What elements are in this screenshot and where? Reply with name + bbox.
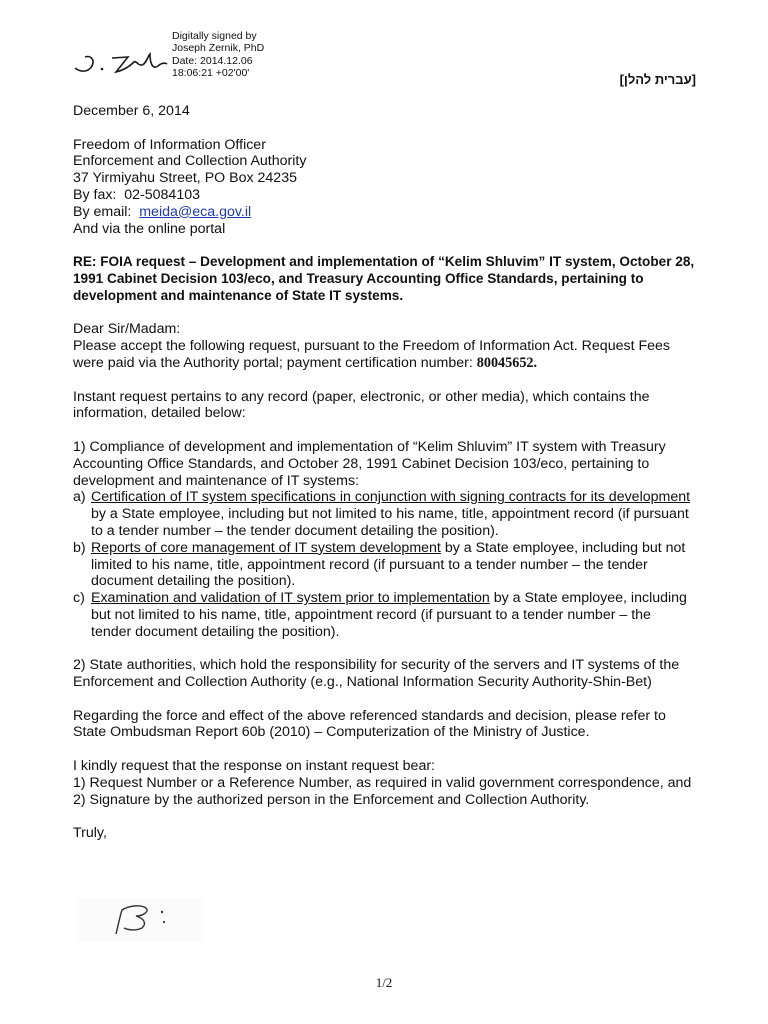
sub-item-text <box>91 590 695 640</box>
digital-signature-line: Digitally signed by <box>172 30 257 42</box>
salutation: Dear Sir/Madam: <box>73 321 181 338</box>
certification-number: 80045652. <box>476 354 538 371</box>
closing: Truly, <box>73 825 107 842</box>
request-item-1: 1) Request Number or a Reference Number, as required in valid government correspondence, and <box>73 774 692 791</box>
intro-paragraph <box>73 338 695 372</box>
sub-item-list <box>73 489 695 640</box>
handwritten-signature-top <box>72 42 168 82</box>
letter-body <box>73 103 695 842</box>
regarding-paragraph: Regarding the force and effect of the above referenced standards and decision, please refer to State Ombudsman Report 60b (2010) – Computerization of the Ministry of Justice. <box>73 707 666 741</box>
digital-signature-block <box>172 30 264 80</box>
sub-item-label: b) <box>73 539 86 556</box>
digital-signature-signer: Joseph Zernik, PhD <box>172 42 265 55</box>
recipient-address: 37 Yirmiyahu Street, PO Box 24235 <box>73 170 297 187</box>
fax-label: By fax: <box>73 186 125 203</box>
sub-item-label: c) <box>73 590 85 607</box>
letter-date: December 6, 2014 <box>73 103 190 119</box>
page-number: 1/2 <box>375 975 393 990</box>
item-2: 2) State authorities, which hold the responsibility for security of the servers and IT systems of the Enforcement and Collection Authority (e.g., National Information Security Authority-Shin-Bet) <box>73 657 680 691</box>
sub-item-rest: by a State employee, including but not limited to his name, title, appointment record (if pursuant to a tender number – the tender document detailing the position). <box>91 539 686 590</box>
sub-item-c <box>73 590 695 640</box>
recipient-organization: Enforcement and Collection Authority <box>73 153 307 170</box>
request-item-2: 2) Signature by the authorized person in the Enforcement and Collection Authority. <box>73 791 590 808</box>
sub-item-b <box>73 540 695 590</box>
email-label: By email: <box>73 203 140 220</box>
sub-item-text <box>91 540 695 590</box>
email-link[interactable]: meida@eca.gov.il <box>139 203 252 220</box>
scope-paragraph: Instant request pertains to any record (paper, electronic, or other media), which contains the information, detailed below: <box>73 388 650 422</box>
item-1: 1) Compliance of development and implementation of “Kelim Shluvim” IT system with Treasury Accounting Office Standards, and October 28, 1991 Cabinet Decision 103/eco, pertaining to development and maintenance of IT systems: <box>73 438 666 489</box>
recipient-email <box>73 204 695 221</box>
intro-text: Please accept the following request, pursuant to the Freedom of Information Act. Request Fees were paid via the Authority portal; payment certification number: <box>73 338 670 371</box>
sub-item-rest: by a State employee, including but not limited to his name, title, appointment record (if pursuant to a tender number – the tender document detailing the position). <box>91 590 687 640</box>
request-intro: I kindly request that the response on instant request bear: <box>73 758 436 775</box>
sub-item-rest: by a State employee, including but not limited to his name, title, appointment record (if pursuant to a tender number – the tender document detailing the position). <box>91 506 689 539</box>
recipient-fax <box>73 187 695 204</box>
subject-line: RE: FOIA request – Development and implementation of “Kelim Shluvim” IT system, October 28, 1991 Cabinet Decision 103/eco, and Treasury Accounting Office Standards, pertaining to development and maintenance of State IT systems. <box>73 254 695 303</box>
sub-item-text <box>91 489 695 539</box>
sub-item-a <box>73 489 695 539</box>
sub-item-underlined: Certification of IT system specifications in conjunction with signing contracts for its development <box>91 489 691 506</box>
digital-signature-date: Date: 2014.12.06 <box>172 54 253 67</box>
sub-item-underlined: Examination and validation of IT system prior to implementation <box>91 590 490 607</box>
sub-item-label: a) <box>73 489 86 506</box>
handwritten-signature-bottom <box>76 898 204 942</box>
digital-signature-time: 18:06:21 +02'00' <box>172 67 250 80</box>
recipient-portal: And via the online portal <box>73 220 226 237</box>
fax-number: 02-5084103 <box>124 186 200 203</box>
hebrew-version-note: [עברית להלן] <box>619 72 696 87</box>
recipient-title: Freedom of Information Officer <box>73 136 266 153</box>
sub-item-underlined: Reports of core management of IT system development <box>91 539 441 556</box>
